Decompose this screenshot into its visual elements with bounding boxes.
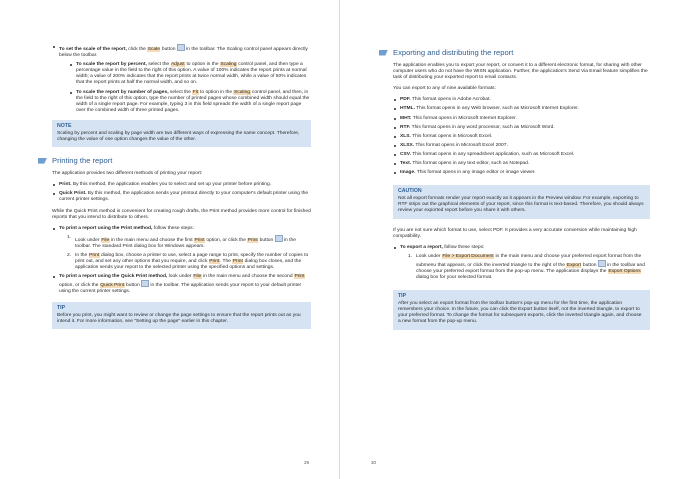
page-number-left: 29 xyxy=(303,460,309,465)
section-heading-icon xyxy=(38,158,47,164)
scale-percent-step: To scale the report by percent, select the Adjust to option in the Scaling control panel, and then type a percentage value in the field to the right of this option. A value of 100% indicates the report prints at normal width; a value of 200% indicates that the report prints at twice normal width, while a value of 50% indicates that the report prints at half the normal width, and so on. xyxy=(69,62,311,86)
formats-list xyxy=(393,97,650,176)
file-menu-ref: File xyxy=(101,237,110,243)
tip-text: Before you print, you might want to review or change the page settings to ensure that the report prints out as you intend it. For more information, see "Setting up the page" earlier in this chapter. xyxy=(57,312,301,324)
quick-print-method-item: Quick Print. By this method, the application sends your printout directly to your computer's default printer using the current printer settings. xyxy=(52,191,311,203)
tip-title: TIP xyxy=(398,293,407,300)
page-number-right: 30 xyxy=(371,460,377,465)
fit-option-ref: Fit xyxy=(192,89,199,95)
export-steps-list xyxy=(393,245,650,281)
adjust-option-ref: Adjust xyxy=(171,62,185,68)
scale-list xyxy=(52,44,311,114)
scale-button-icon xyxy=(177,44,185,51)
caution-title: CAUTION xyxy=(398,188,422,195)
scaling-panel-ref: Scaling xyxy=(220,62,237,68)
format-item: CSV. This format opens in any spreadsheet application, such as Microsoft Excel. xyxy=(393,152,650,158)
exporting-heading xyxy=(379,48,650,57)
print-methods-list xyxy=(52,182,311,203)
format-item: Text. This format opens in any text editor, such as Notepad. xyxy=(393,161,650,167)
tip-callout-left xyxy=(52,302,311,329)
print-steps-list xyxy=(52,226,311,296)
export-button-ref: Export xyxy=(566,262,581,268)
print-step-1: 1. Look under File in the main menu and choose the first Print option, or click the Print button in the toolbar. The standard Print dialog box for Windows appears. xyxy=(67,234,296,249)
scale-lead: To set the scale of the report, xyxy=(59,47,127,52)
print-button-icon xyxy=(275,235,283,242)
export-options-ref: Export Options xyxy=(608,268,641,274)
format-item: XLSX. This format opens in Microsoft Excel 2007. xyxy=(393,143,650,149)
export-step-1: 1. Look under File > Export Document in the main menu and choose your preferred export format from the submenu that appears, or click the inverted triangle to the right of the Export button in the toolbar and choose your preferred export format from the pop-up menu. The application displays the Export Options dialog box for your selected format. xyxy=(408,253,645,281)
format-item: XLS. This format opens in Microsoft Excel. xyxy=(393,134,650,140)
scale-pages-step: To scale the report by number of pages, select the Fit to option in the Scaling control panel, and then, in the field to the right of this option, type the number of printed pages whose combined width should equal the width of a single report page. For example, typing 3 in this field spreads the width of a single report page over the combined width of three printed pages. xyxy=(69,90,311,114)
printing-heading-text: Printing the report xyxy=(52,156,113,166)
export-button-icon xyxy=(598,260,606,267)
formats-intro: You can export to any of nine available formats: xyxy=(393,86,496,92)
format-item: RTF. This format opens in any word processor, such as Microsoft Word. xyxy=(393,125,650,131)
quick-print-button-ref: Quick Print xyxy=(100,283,125,289)
scale-instruction: To set the scale of the report, click the Scale button in the toolbar. The Scaling control panel appears directly below the toolbar. To scale the report by percent, select the Adjust to option in the Scaling control panel, and then type a percentage value in the field to the right of this option. A value of 100% indicates the report prints at normal width; a value of 200% indicates that the report prints at twice normal width, while a value of 50% indicates that the report prints at half the normal width, and so on. To scale the report by number of pages, select the Fit to option in the Scaling control panel, and then, in the field to the right of this option, type the number of printed pages whose combined width should equal the width of a single report page. For example, typing 3 in this field spreads the width of a single report page over the combined width of three printed pages. xyxy=(52,44,311,114)
print-method-item: Print. By this method, the application enables you to select and set up your printer before printing. xyxy=(52,182,311,188)
scale-button-ref: Scale xyxy=(147,47,160,52)
tip-callout-right xyxy=(393,290,650,329)
section-heading-icon xyxy=(379,50,388,56)
print-button-ref: Print xyxy=(247,237,258,243)
format-item: PDF. This format opens in Adobe Acrobat. xyxy=(393,97,650,103)
quick-print-instruction: To print a report using the Quick Print method, look under File in the main menu and choose the second Print option, or click the Quick Print button in the toolbar. The application sends your report to your default printer using the current printer settings. xyxy=(52,274,311,295)
right-page xyxy=(341,0,680,479)
note-text: Scaling by percent and scaling by page width are two different ways of expressing the same concept. Therefore, changing the value of one option changes the value of the other. xyxy=(57,130,300,143)
printing-compare: While the Quick Print method is convenient for creating rough drafts, the Print method provides more control for finished reports that you intend to distribute to others. xyxy=(52,208,311,220)
caution-callout xyxy=(393,185,650,218)
format-item: MHT. This format opens in Microsoft Internet Explorer. xyxy=(393,116,650,122)
format-item: HTML. This format opens in any Web browser, such as Microsoft Internet Explorer. xyxy=(393,106,650,112)
quick-print-button-icon xyxy=(141,280,149,287)
print-method-instruction: To print a report using the Print method, follow these steps: 1. Look under File in the main menu and choose the first Print option, or click the Print button in the toolbar. The standard Print dialog box for Windows appears. 2. In the Print dialog box, choose a printer to use, select a page range to print, specify the number of copies to print out, and set any other options that you require, and click Print. The Print dialog box closes, and the application sends your report to the selected printer using the specified options and settings. xyxy=(52,226,311,272)
caution-text: Not all export formats render your report exactly as it appears in the Preview window. For example, exporting to RTF strips out the graphical elements of your report, since this format is text-based. Therefore, you should always review your exported report before you share it with others. xyxy=(398,196,644,214)
note-callout xyxy=(52,120,311,147)
tip-text: After you select an export format from the toolbar button's pop-up menu for the first time, the application remembers your choice. In the future, you can click the Export button itself, not the inverted triangle, to export to your preferred format. To change the format for subsequent exports, click the inverted triangle again, and choose a new format from the pop-up menu. xyxy=(398,301,642,325)
scaling-panel-ref: Scaling xyxy=(233,89,251,95)
printing-intro: The application provides two different methods of printing your report: xyxy=(52,171,203,177)
printing-heading xyxy=(38,156,311,165)
tip-title: TIP xyxy=(57,304,66,311)
exporting-heading-text: Exporting and distributing the report xyxy=(393,48,514,57)
format-item: Image. This format opens in any image editor or image viewer. xyxy=(393,170,650,176)
print-option-ref: Print xyxy=(194,237,205,243)
print-step-2: 2. In the Print dialog box, choose a printer to use, select a page range to print, specify the number of copies to print out, and set any other options that you require, and click Print. The Print dialog box closes, and the application sends your report to the selected printer using the specified options and settings. xyxy=(67,252,309,271)
export-instruction: To export a report, follow these steps: 1. Look under File > Export Document in the main menu and choose your preferred export format from the submenu that appears, or click the inverted triangle to the right of the Export button in the toolbar and choose your preferred export format from the pop-up menu. The application displays the Export Options dialog box for your selected format. xyxy=(393,245,650,281)
unsure-paragraph: If you are not sure which format to use, select PDF. It provides a very accurate conversion while maintaining high compatibility. xyxy=(393,227,637,239)
export-document-menu-ref: File > Export Document xyxy=(442,253,494,259)
export-intro: The application enables you to export your report, or convert it to a different electronic format, for sharing with other computer users who do not have the WISN application. Further, the application's Send Via Email feature simplifies the task of distributing your exported report to email contacts. xyxy=(393,63,648,81)
note-title: NOTE xyxy=(57,122,72,129)
